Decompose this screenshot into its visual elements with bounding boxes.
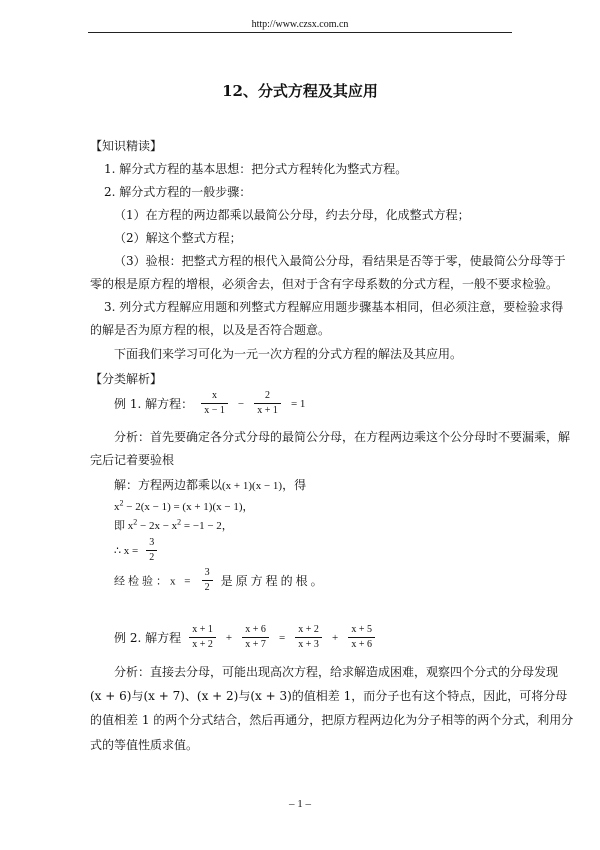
step-3-line-1: （3）验根：把整式方程的根代入最简公分母，看结果是否等于零，使最简公分母等于 [114, 254, 566, 268]
operator: = [278, 631, 286, 644]
example-2-analysis-line-1: 分析：直接去分母，可能出现高次方程，给求解造成困难，观察四个分式的分母发现 [114, 665, 559, 679]
exponent: 2 [133, 517, 138, 527]
header-url: http://www.czsx.com.cn [251, 19, 349, 30]
denominator: x − 1 [204, 405, 225, 416]
example-2-analysis-line-4: 式的等值性质求值。 [90, 738, 199, 752]
eq-part: x [114, 501, 120, 513]
knowledge-point-3-line-1: 3. 列分式方程解应用题和列整式方程解应用题步骤基本相同，但必须注意，要检验求得 [104, 300, 564, 314]
eq-part: ∴ x = [114, 545, 139, 557]
denominator: x + 6 [351, 639, 372, 650]
fraction [348, 624, 375, 651]
fraction [146, 537, 157, 564]
fraction [295, 624, 322, 651]
example-2-analysis-line-2: (x + 6)与(x + 7)、(x + 2)与(x + 3)的值相差 1，而分子也有这个特点，因此，可将分母 [90, 689, 568, 703]
example-1-analysis-line-2: 完后记着要验根 [90, 453, 175, 467]
numerator: x + 6 [242, 624, 269, 638]
fraction [254, 390, 281, 417]
exponent: 2 [119, 498, 124, 508]
eq-part: 即 x [114, 520, 134, 532]
eq-part: 经检验：x = [114, 575, 194, 588]
solution-text: ，得 [282, 478, 307, 492]
equation-step-3 [114, 537, 160, 564]
operator: + [332, 631, 339, 644]
numerator: 3 [146, 537, 157, 551]
example-1-label: 例 1. 解方程： [114, 397, 194, 411]
eq-part: − 2(x − 1) = (x + 1)(x − 1)， [123, 501, 254, 513]
example-2-analysis-line-3: 的值相差 1 的两个分式结合，然后再通分，把原方程两边化为分子相等的两个分式，利用分 [90, 713, 574, 727]
numerator: x + 1 [189, 624, 216, 638]
fraction [201, 390, 228, 417]
operator: = 1 [290, 397, 306, 410]
example-2-equation [114, 624, 378, 651]
operator: + [225, 631, 233, 644]
step-2: （2）解这个整式方程； [114, 231, 242, 245]
page-number: – 1 – [289, 798, 311, 810]
verification-line [114, 567, 326, 594]
knowledge-point-1: 1. 解分式方程的基本思想：把分式方程转化为整式方程。 [104, 162, 408, 176]
fraction [202, 567, 213, 594]
operator: − [237, 397, 245, 410]
eq-part: − 2x − x [137, 520, 178, 532]
equation-step-2 [114, 517, 233, 533]
knowledge-point-2: 2. 解分式方程的一般步骤： [104, 185, 252, 199]
denominator: x + 7 [245, 639, 266, 650]
example-1-solution [114, 474, 306, 493]
page-title: 12、分式方程及其应用 [222, 82, 378, 100]
fraction [189, 624, 216, 651]
equation-step-1 [114, 498, 254, 514]
eq-part: 是原方程的根。 [220, 574, 326, 588]
denominator: x + 2 [192, 639, 213, 650]
example-2-label: 例 2. 解方程 [114, 631, 182, 645]
numerator: x [201, 390, 228, 404]
denominator: x + 1 [257, 405, 278, 416]
solution-expression: (x + 1)(x − 1) [222, 480, 283, 492]
knowledge-point-3-line-2: 的解是否为原方程的根，以及是否符合题意。 [90, 323, 331, 337]
solution-text: 解：方程两边都乘以 [114, 478, 223, 492]
example-1-equation [114, 390, 307, 417]
step-3-line-2: 零的根是原方程的增根，必须舍去，但对于含有字母系数的分式方程，一般不要求检验。 [90, 277, 559, 291]
fraction [242, 624, 269, 651]
analysis-heading: 【分类解析】 [90, 372, 163, 386]
denominator: 2 [149, 552, 155, 563]
knowledge-intro: 下面我们来学习可化为一元一次方程的分式方程的解法及其应用。 [114, 347, 463, 361]
numerator: 2 [254, 390, 281, 404]
example-1-analysis-line-1: 分析：首先要确定各分式分母的最简公分母，在方程两边乘这个公分母时不要漏乘，解 [114, 430, 571, 444]
numerator: x + 2 [295, 624, 322, 638]
numerator: x + 5 [348, 624, 375, 638]
denominator: 2 [204, 582, 210, 593]
knowledge-heading: 【知识精读】 [90, 139, 163, 153]
numerator: 3 [202, 567, 213, 581]
step-1: （1）在方程的两边都乘以最简公分母，约去分母，化成整式方程； [114, 208, 470, 222]
eq-part: = −1 − 2， [181, 520, 233, 532]
exponent: 2 [177, 517, 182, 527]
header-rule [88, 32, 512, 33]
denominator: x + 3 [298, 639, 319, 650]
